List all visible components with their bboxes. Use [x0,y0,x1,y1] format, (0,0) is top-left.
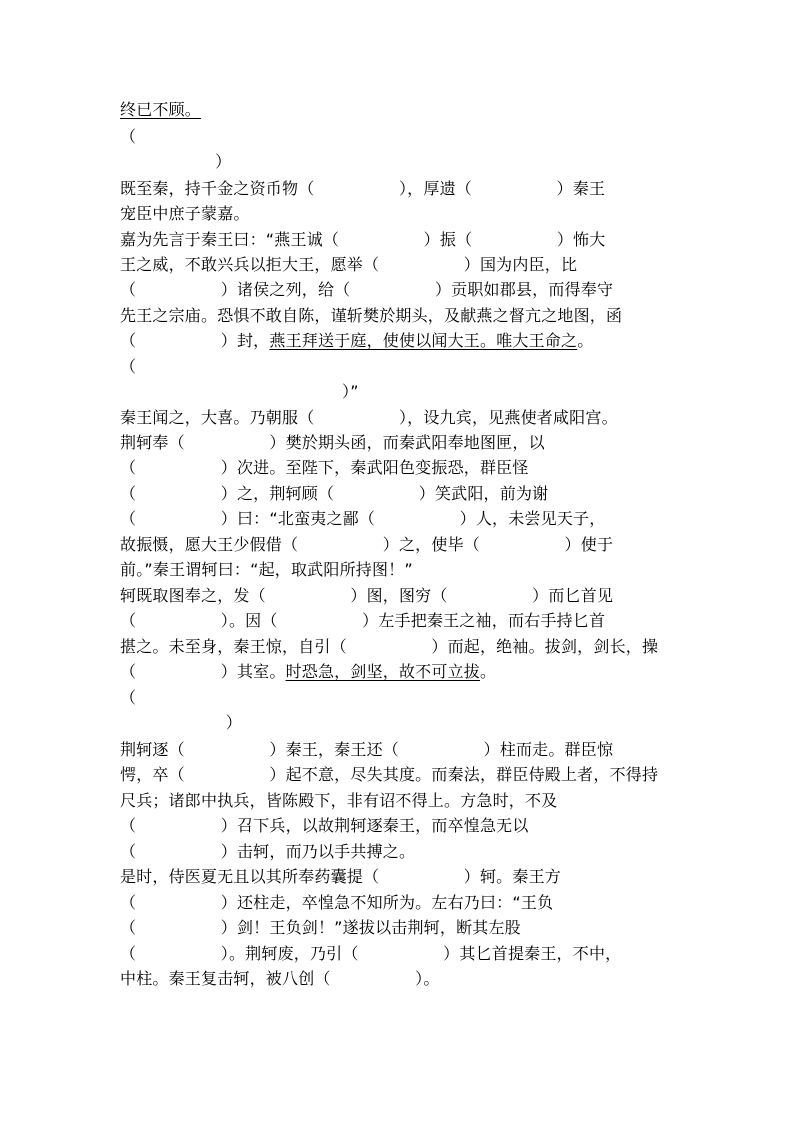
underlined-sentence: 终已不顾。 [120,100,202,119]
text-segment: （ ）诸侯之列，给（ ）贡职如郡县，而得奉守 [120,280,614,299]
text-segment: 。 [577,331,594,350]
text-line [120,328,593,353]
underlined-sentence: 燕王拜送于庭，使使以闻大王。唯大王命之 [269,331,578,350]
text-segment: （ ）之，荆轲顾（ ）笑武阳，前为谢 [120,484,549,503]
text-line [120,685,136,710]
text-line [120,124,136,149]
text-segment: 荆轲奉（ ）樊於期头函，而秦武阳奉地图匣，以 [120,433,545,452]
text-line [120,583,613,608]
text-segment: 故振慑，愿大王少假借（ ）之，使毕（ ）使于 [120,535,614,554]
text-segment: （ ）召下兵，以故荆轲逐秦王，而卒惶急无以 [120,816,529,835]
answer-blank-open: （ [120,357,137,376]
text-line [120,354,136,379]
text-segment: （ ）。荆轲废，乃引（ ）其匕首提秦王，不中， [120,944,622,963]
answer-blank-close: ） [120,152,232,171]
text-segment: 。 [479,662,497,681]
text-line [120,737,613,762]
text-segment: （ ）击轲，而乃以手共搏之。 [120,842,416,861]
text-segment: 先王之宗庙。恐惧不敢自陈，谨斩樊於期头，及献燕之督亢之地图，函 [120,306,623,325]
text-line [120,890,553,915]
text-line [120,864,561,889]
text-segment: 宠臣中庶子蒙嘉。 [120,204,250,223]
text-segment: 秦王闻之，大喜。乃朝服（ ），设九宾，见燕使者咸阳宫。 [120,408,618,427]
text-line [120,532,613,557]
text-line [120,303,622,328]
text-line [120,227,605,252]
text-line [120,252,577,277]
text-segment: （ ）曰：“北蛮夷之鄙（ ）人，未尝见天子， [120,509,606,528]
text-segment: 前。”秦王谓轲曰：“起，取武阳所持图！” [120,560,413,579]
text-line [120,557,413,582]
text-segment: 王之威，不敢兴兵以拒大王，愿举（ ）国为内臣，比 [120,255,578,274]
text-segment: （ ）其室。 [120,662,286,681]
text-segment: （ ）剑！王负剑！”遂拔以击荆轲，断其左股 [120,918,521,937]
text-line [120,813,529,838]
text-line [120,608,605,633]
text-line [120,379,359,404]
text-line [120,430,545,455]
text-line [120,710,242,735]
text-segment: 中柱。秦王复击轲，被八创（ ）。 [120,969,440,988]
text-line [120,634,658,659]
text-segment: （ ）还柱走，卒惶急不知所为。左右乃曰：“王负 [120,893,554,912]
text-line [120,149,231,174]
text-segment: （ ）封， [120,331,270,350]
text-line [120,966,440,991]
text-segment: （ ）次进。至陛下，秦武阳色变振恐，群臣怪 [120,458,529,477]
text-segment: 揕之。未至身，秦王惊，自引（ ）而起，绝袖。拔剑，剑长，操 [120,637,659,656]
text-line [120,405,618,430]
answer-blank-close: ） [120,713,242,732]
text-line [120,97,201,122]
text-segment: 既至秦，持千金之资币物（ ），厚遗（ ）秦王 [120,179,606,198]
text-line [120,788,557,813]
underlined-sentence: 时恐急，剑坚，故不可立拔 [285,662,480,681]
text-line [120,915,521,940]
text-line [120,839,415,864]
text-segment: 尺兵；诸郎中执兵，皆陈殿下，非有诏不得上。方急时，不及 [120,791,558,810]
answer-blank-close: ）” [120,382,359,401]
text-segment: 嘉为先言于秦王曰：“燕王诚（ ）振（ ）怖大 [120,230,606,249]
text-segment: 荆轲逐（ ）秦王，秦王还（ ）柱而走。群臣惊 [120,740,614,759]
text-line [120,176,605,201]
text-segment: 是时，侍医夏无且以其所奉药囊提（ ）轲。秦王方 [120,867,561,886]
text-line [120,201,250,226]
text-line [120,277,613,302]
text-line [120,941,621,966]
text-line [120,762,658,787]
text-line [120,455,529,480]
text-line [120,659,496,684]
text-segment: 愕，卒（ ）起不意，尽失其度。而秦法，群臣侍殿上者，不得持 [120,765,659,784]
text-line [120,506,605,531]
text-segment: 轲既取图奉之，发（ ）图，图穷（ ）而匕首见 [120,586,614,605]
answer-blank-open: （ [120,688,137,707]
text-segment: （ ）。因（ ）左手把秦王之袖，而右手持匕首 [120,611,606,630]
text-line [120,481,548,506]
answer-blank-open: （ [120,127,137,146]
